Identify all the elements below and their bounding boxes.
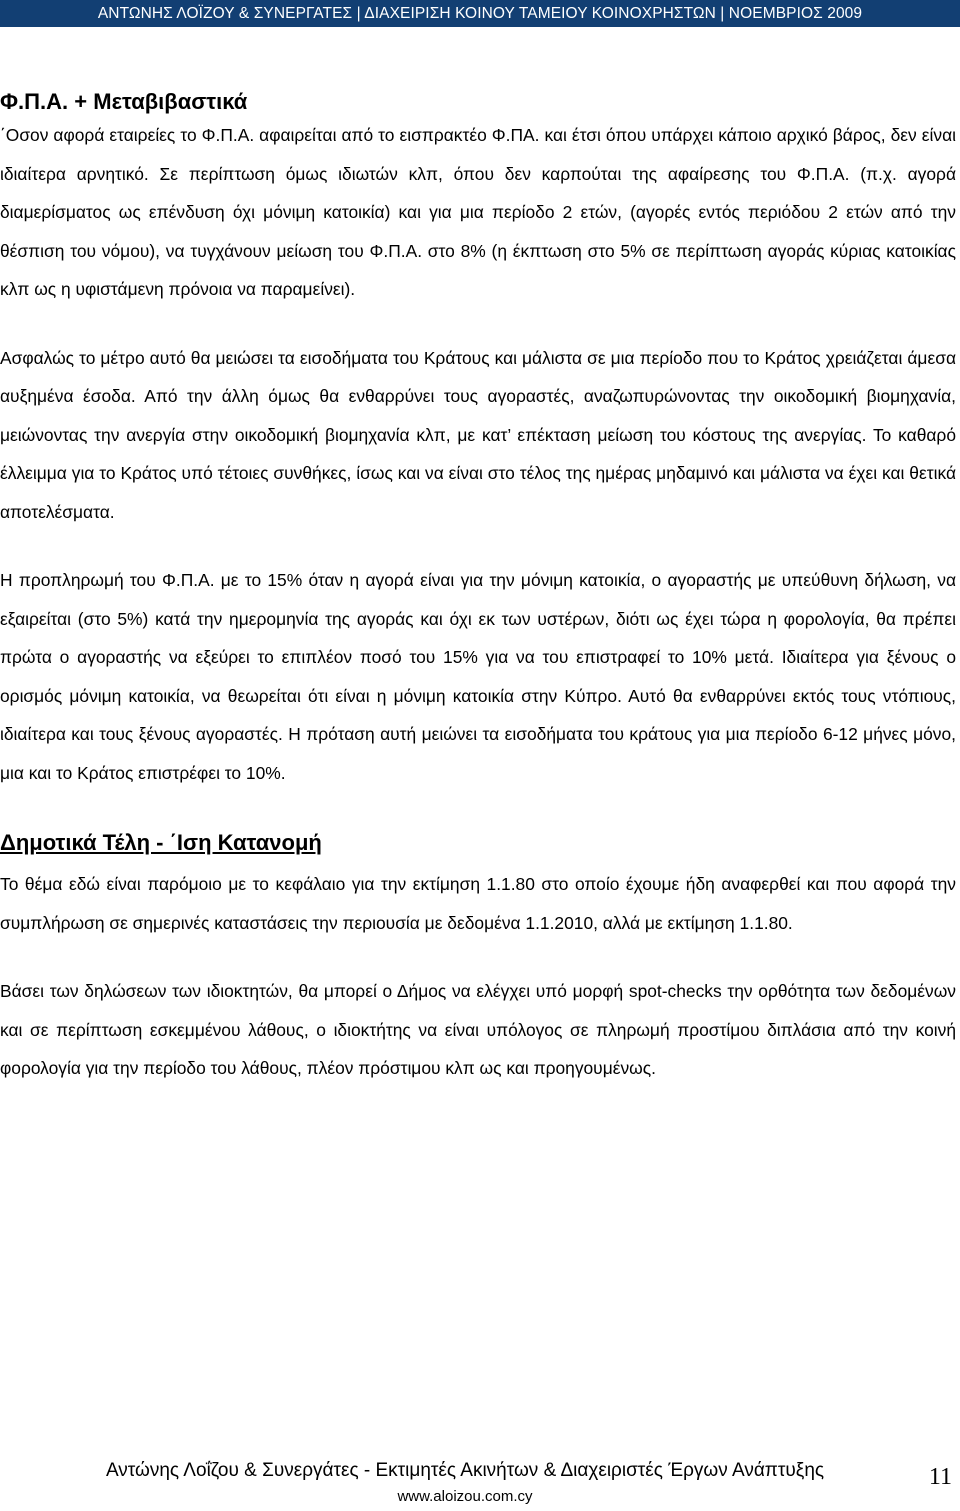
paragraph: Βάσει των δηλώσεων των ιδιοκτητών, θα μπορεί ο Δήμος να ελέγχει υπό μορφή spot-checks την ορθότητα των δεδομένων και σε περίπτωση εσκεμμένου λάθους, ο ιδιοκτήτης να είναι υπόλογος σε πληρωμή προστίμου διπλάσια από την κοινή φορολογία για την περίοδο του λάθους, πλέον πρόστιμου κλπ ως και προηγουμένως. [0, 981, 956, 1078]
paragraph: Η προπληρωμή του Φ.Π.Α. με το 15% όταν η αγορά είναι για την μόνιμη κατοικία, ο αγοραστής με υπεύθυνη δήλωση, να εξαιρείται (στο 5%) κατά την ημερομηνία της αγοράς και όχι εκ των υστέρων, διότι ως έχει τώρα η φορολογία, θα πρέπει πρώτα ο αγοραστής να εξεύρει το επιπλέον ποσό του 15% για να του επιστραφεί το 10% μετά. Ιδιαίτερα για ξένους ο ορισμός μόνιμη κατοικία, να θεωρείται ότι είναι η μόνιμη κατοικία στην Κύπρο. Αυτό θα ενθαρρύνει εκτός τους ντόπιους, ιδιαίτερα και τους ξένους αγοραστές. Η πρόταση αυτή μειώνει τα εισοδήματα του κράτους για μια περίοδο 6-12 μήνες μόνο, μια και το Κράτος επιστρέφει το 10%. [0, 570, 956, 783]
section-title-municipal-fees: Δημοτικά Τέλη - ΄Ιση Κατανομή [0, 830, 322, 855]
page-number: 11 [928, 1464, 952, 1490]
document-body [0, 88, 956, 1088]
paragraph: Το θέμα εδώ είναι παρόμοιο με το κεφάλαιο για την εκτίμηση 1.1.80 στο οποίο έχουμε ήδη αναφερθεί και που αφορά την συμπλήρωση σε σημερινές καταστάσεις την περιουσία με δεδομένα 1.1.2010, αλλά με εκτίμηση 1.1.80. [0, 874, 956, 933]
paragraph: Ασφαλώς το μέτρο αυτό θα μειώσει τα εισοδήματα του Κράτους και μάλιστα σε μια περίοδο που το Κράτος χρειάζεται άμεσα αυξημένα έσοδα. Από την άλλη όμως θα ενθαρρύνει τους αγοραστές, αναζωπυρώνοντας την οικοδομική βιομηχανία, μειώνοντας την ανεργία στην οικοδομική βιομηχανία κλπ, με κατ’ επέκταση μείωση του κόστους της ανεργίας. Το καθαρό έλλειμμα για το Κράτος υπό τέτοιες συνθήκες, ίσως και να είναι στο τέλος της ημέρας μηδαμινό και μάλιστα να έχει και θετικά αποτελέσματα. [0, 347, 956, 522]
paragraph: ΄Οσον αφορά εταιρείες το Φ.Π.Α. αφαιρείται από το εισπρακτέο Φ.ΠΑ. και έτσι όπου υπάρχει κάποιο αρχικό βάρος, δεν είναι ιδιαίτερα αρνητικό. Σε περίπτωση όμως ιδιωτών κλπ, όπου δεν καρπούται της αφαίρεσης του Φ.Π.Α. (π.χ. αγορά διαμερίσματος ως επένδυση όχι μόνιμη κατοικία) και για μια περίοδο 2 ετών, (αγορές εντός περιόδου 2 ετών από την θέσπιση του νόμου), να τυγχάνουν μείωση του Φ.Π.Α. στο 8% (η έκπτωση στο 5% σε περίπτωση αγοράς κύριας κατοικίας κλπ ως η υφιστάμενη πρόνοια να παραμείνει). [0, 125, 956, 299]
footer-company-line: Αντώνης Λοΐζου & Συνεργάτες - Εκτιμητές Ακινήτων & Διαχειριστές Έργων Ανάπτυξης [105, 1460, 825, 1481]
footer-website-link[interactable]: www.aloizou.com.cy [397, 1488, 533, 1505]
running-header [0, 0, 960, 27]
running-header-text: ΑΝΤΩΝΗΣ ΛΟΪΖΟΥ & ΣΥΝΕΡΓΑΤΕΣ | ΔΙΑΧΕΙΡΙΣΗ ΚΟΙΝΟΥ ΤΑΜΕΙΟΥ ΚΟΙΝΟΧΡΗΣΤΩΝ | ΝΟΕΜΒΡΙΟΣ 2009 [97, 5, 863, 22]
section-title-vat: Φ.Π.Α. + Μεταβιβαστικά [0, 89, 248, 114]
